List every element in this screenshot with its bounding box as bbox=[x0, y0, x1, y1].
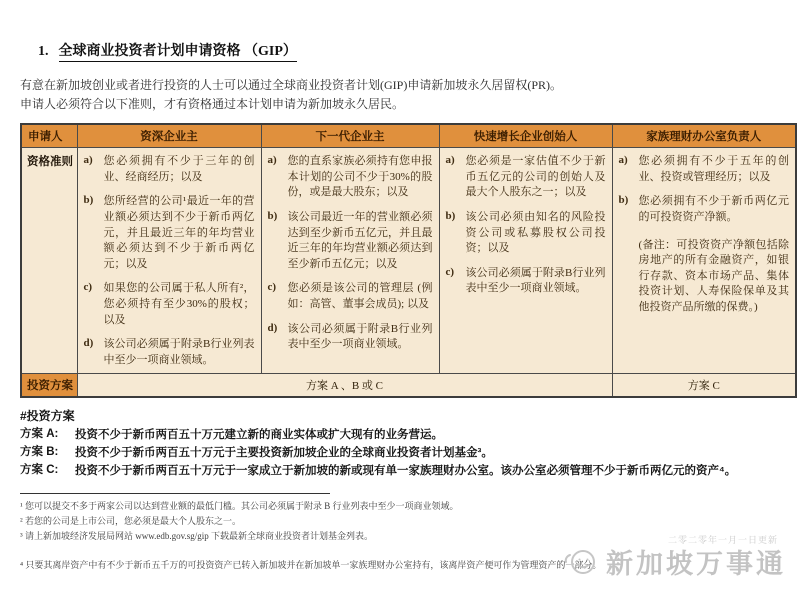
item-label: b) bbox=[445, 210, 456, 223]
brand-name: 新加坡万事通 bbox=[606, 549, 786, 579]
item-label: d) bbox=[267, 321, 278, 334]
item-text: 您所经营的公司¹最近一年的营业额必须达到不少于新币两亿元，并且最近三年的年均营业额必须达到不少于新币两亿元；以及 bbox=[103, 195, 255, 270]
update-date-note: 二零二零年一月一日更新 bbox=[667, 535, 778, 545]
item-text: 该公司必须属于附录B行业列表中至少一项商业领域。 bbox=[103, 338, 255, 366]
family-office-note: (备注：可投资资产净额包括除房地产的所有金融资产，如银行存款、资本市场产品、集体投资计划、人寿保险保单及其他投资产品所缴的保费。) bbox=[638, 238, 789, 314]
page-title bbox=[38, 40, 780, 60]
item-label: a) bbox=[267, 154, 277, 167]
item-label: c) bbox=[267, 281, 277, 294]
item-text: 您必须是一家估值不少于新币五亿元的公司的创始人及最大个人股东之一；以及 bbox=[465, 155, 606, 199]
criteria-established-owner bbox=[77, 148, 261, 373]
header-applicant: 申请人 bbox=[21, 124, 77, 148]
item-text: 该公司必须由知名的风险投资公司或私募股权公司投资；以及 bbox=[465, 211, 606, 255]
intro-line: 申请人必须符合以下准则，才有资格通过本计划申请为新加坡永久居民。 bbox=[20, 96, 405, 111]
plans-heading: #投资方案 bbox=[20, 408, 75, 423]
criterion-item bbox=[619, 154, 790, 185]
title-text: 全球商业投资者计划申请资格 （GIP） bbox=[59, 44, 297, 62]
footnote-line: ² 若您的公司是上市公司，您必须是最大个人股东之一。 bbox=[20, 516, 241, 527]
intro-line: 有意在新加坡创业或者进行投资的人士可以通过全球商业投资者计划(GIP)申请新加坡永久居留权(PR)。 bbox=[20, 78, 563, 92]
item-label: 方案 A: bbox=[20, 427, 59, 440]
item-text: 投资不少于新币两百五十万元于一家成立于新加坡的新或现有单一家族理财办公室。该办公室必须管理不少于新币两亿元的资产⁴。 bbox=[75, 465, 737, 478]
item-label: c) bbox=[445, 265, 455, 278]
criterion-item bbox=[84, 194, 255, 272]
criteria-row bbox=[21, 148, 796, 373]
item-label: 方案 C: bbox=[20, 464, 59, 477]
header-family-office: 家族理财办公室负责人 bbox=[612, 124, 796, 148]
plan-item bbox=[20, 427, 780, 443]
item-label: b) bbox=[267, 210, 278, 223]
criteria-fast-growth-founder bbox=[439, 148, 612, 373]
header-established-owner: 资深企业主 bbox=[77, 124, 261, 148]
item-text: 您必须拥有不少于新币两亿元的可投资资产净额。 bbox=[638, 195, 789, 224]
item-label: 方案 B: bbox=[20, 445, 59, 458]
criterion-item bbox=[268, 322, 433, 353]
criteria-row-label: 资格准则 bbox=[21, 148, 77, 373]
plan-item bbox=[20, 463, 780, 479]
criterion-item bbox=[446, 266, 606, 297]
criterion-item bbox=[84, 337, 255, 368]
item-label: b) bbox=[83, 194, 94, 207]
item-label: a) bbox=[83, 154, 93, 167]
investment-plans-section bbox=[20, 407, 780, 480]
brand-watermark bbox=[562, 542, 786, 581]
footnote-line: ³ 请上新加坡经济发展局网站 www.edb.gov.sg/gip 下载最新全球商业投资者计划基金列表。 bbox=[20, 531, 374, 542]
item-text: 投资不少于新币两百五十万元于主要投资新加坡企业的全球商业投资者计划基金³。 bbox=[75, 446, 493, 459]
item-label: d) bbox=[83, 337, 94, 350]
item-text: 投资不少于新币两百五十万元建立新的商业实体或扩大现有的业务营运。 bbox=[75, 428, 443, 441]
item-text: 该公司必须属于附录B行业列表中至少一项商业领域。 bbox=[287, 322, 433, 351]
criterion-item bbox=[268, 210, 433, 272]
criterion-item bbox=[268, 154, 433, 201]
criterion-item bbox=[619, 194, 790, 225]
footnotes-group-1 bbox=[20, 500, 780, 544]
plan-item bbox=[20, 445, 780, 461]
family-office-items bbox=[619, 154, 790, 225]
gip-eligibility-table bbox=[20, 123, 797, 397]
criterion-item bbox=[268, 281, 433, 312]
item-text: 您必须拥有不少于三年的创业、经商经历；以及 bbox=[103, 155, 255, 183]
title-number: 1. bbox=[38, 44, 49, 59]
item-text: 您必须拥有不少于五年的创业、投资或管理经历；以及 bbox=[638, 155, 789, 183]
item-label: a) bbox=[445, 154, 455, 167]
table-header-row bbox=[21, 124, 796, 148]
header-fast-growth-founder: 快速增长企业创始人 bbox=[439, 124, 612, 148]
criteria-next-gen-owner bbox=[261, 148, 439, 373]
item-label: c) bbox=[83, 281, 93, 294]
footnote-line: ¹ 您可以提交不多于两家公司以达到营业额的最低门槛。其公司必须属于附录 B 行业列表中至少一项商业领域。 bbox=[20, 501, 459, 512]
criterion-item bbox=[446, 210, 606, 257]
item-text: 该公司必须属于附录B行业列表中至少一项商业领域。 bbox=[465, 266, 606, 295]
item-text: 您的直系家族必须持有您申报本计划的公司不少于30%的股份，或是最大股东；以及 bbox=[287, 155, 433, 199]
plans-merged-cell: 方案 A 、B 或 C bbox=[77, 373, 612, 397]
item-text: 如果您的公司属于私人所有²，您必须持有至少30%的股权；以及 bbox=[103, 282, 255, 326]
intro-paragraph bbox=[20, 76, 780, 113]
criterion-item bbox=[446, 154, 606, 201]
criterion-item bbox=[84, 154, 255, 185]
criteria-family-office bbox=[612, 148, 796, 373]
plans-family-office-cell: 方案 C bbox=[612, 373, 796, 397]
item-text: 您必须是该公司的管理层 (例如：高管、董事会成员); 以及 bbox=[287, 282, 433, 311]
item-text: 该公司最近一年的营业额必须达到至少新币五亿元，并且最近三年的年均营业额必须达到至少新币五亿元；以及 bbox=[287, 211, 433, 270]
item-label: b) bbox=[618, 194, 629, 207]
footnote-line: ⁴ 只要其离岸资产中有不少于新币五千万的可投资资产已转入新加坡并在新加坡单一家族理财办公室持有，该离岸资产便可作为管理资产的一部分。 bbox=[20, 560, 602, 571]
chat-smiley-icon bbox=[562, 545, 600, 579]
plans-row-label: 投资方案 bbox=[21, 373, 77, 397]
header-next-gen-owner: 下一代企业主 bbox=[261, 124, 439, 148]
footnote-divider bbox=[20, 493, 330, 494]
plans-row bbox=[21, 373, 796, 397]
plans-list bbox=[20, 427, 780, 480]
item-label: a) bbox=[618, 154, 628, 167]
criterion-item bbox=[84, 281, 255, 328]
